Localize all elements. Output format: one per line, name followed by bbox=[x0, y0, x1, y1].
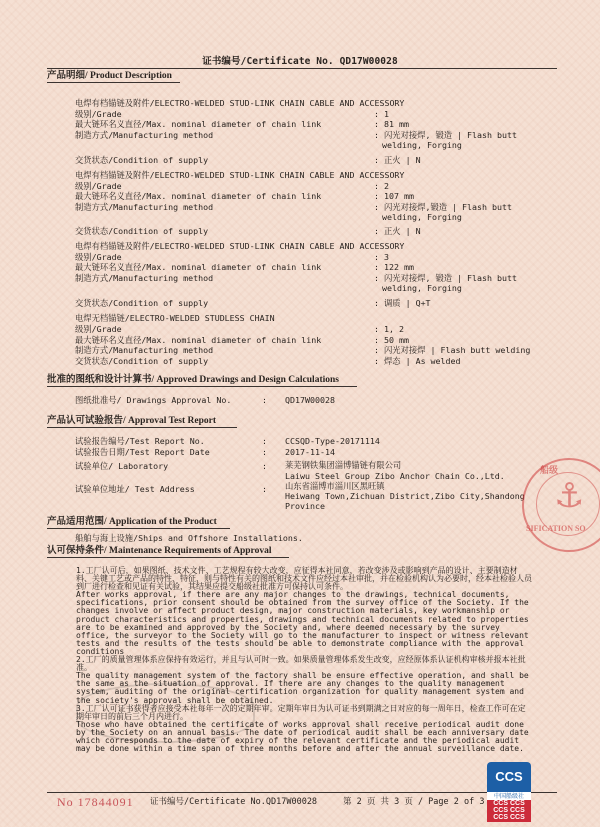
seal-text-bottom: SIFICATION SO bbox=[526, 524, 586, 533]
drawings-approval-colon: : bbox=[262, 395, 267, 405]
method-label: 制造方式/Manufacturing method bbox=[75, 202, 214, 212]
product-title: 电焊有档锚链及附件/ELECTRO-WELDED STUD-LINK CHAIN CABLE AND ACCESSORY bbox=[75, 241, 405, 251]
maintenance-p2-cn: 2.工厂的质量管理体系应保持有效运行，并且与认可时一致。如果质量管理体系发生改变，应经原体系认证机构审核并报本社批准。 bbox=[76, 655, 526, 673]
seal-text-top: 船级 bbox=[540, 465, 559, 475]
grade-value: : 1, 2 bbox=[374, 324, 404, 334]
test-report-date: 2017-11-14 bbox=[285, 447, 335, 457]
product-title: 电焊无档锚链/ELECTRO-WELDED STUDLESS CHAIN bbox=[75, 313, 275, 323]
maintenance-p1-en: After works approval, if there are any major changes to the drawings, technical documents, specifications, prior consent should be obtained from the survey office of the Society. If the changes involve or affect product design, major construction materials, key workmanship or product characteristics and properties, drawings and technical documents related to properties are to be examined and approved by the Society and, where deemed necessary by the survey office, the surveyor to the Society will go to the manufacturer to inspect or witness relevant tests and the results of the tests should be able to demonstrate compliance with the approval conditions bbox=[76, 590, 529, 656]
faint-stamp bbox=[76, 683, 255, 743]
certificate-number: 证书编号/Certificate No. QD17W00028 bbox=[202, 56, 398, 67]
footer-certificate-no: 证书编号/Certificate No.QD17W00028 bbox=[150, 797, 318, 807]
grade-label: 级别/Grade bbox=[75, 181, 122, 191]
supply-label: 交货状态/Condition of supply bbox=[75, 155, 209, 165]
serial-number: No 17844091 bbox=[57, 795, 134, 809]
supply-label: 交货状态/Condition of supply bbox=[75, 298, 209, 308]
maintenance-p2-en: The quality management system of the factory shall be ensure effective operation, and shall be the same as the situation of approval. If there are any changes to the quality management system, auditing of the original certification organization for quality management system and the society's approval shall be obtained. bbox=[76, 671, 529, 705]
test-report-date-label: 试验报告日期/Test Report Date bbox=[75, 447, 210, 457]
method-label: 制造方式/Manufacturing method bbox=[75, 345, 214, 355]
diameter-label: 最大链环名义直径/Max. nominal diameter of chain link bbox=[75, 119, 322, 129]
test-address-cn: 山东省淄博市淄川区黑旺镇 bbox=[285, 481, 385, 491]
footer-divider bbox=[47, 792, 557, 793]
approved-drawings-heading: 批准的图纸和设计计算书/ Approved Drawings and Design Calculations bbox=[47, 375, 339, 385]
maintenance-p3-cn: 3.工厂认可证书获得者应接受本社每年一次的定期年审。定期年审日为认可证书到期满之日对应的每一周年日，检查工作可在定期年审日的前后三个月内进行。 bbox=[76, 703, 526, 721]
grade-label: 级别/Grade bbox=[75, 252, 122, 262]
grade-value: : 2 bbox=[374, 181, 389, 191]
anchor-icon: ⚓ bbox=[554, 476, 585, 516]
method-value: : 闪光对接焊,锻造 | Flash butt bbox=[374, 202, 513, 212]
test-address-en-cont: Province bbox=[285, 501, 325, 511]
grade-value: : 3 bbox=[374, 252, 389, 262]
maintenance-underline bbox=[47, 557, 289, 558]
drawings-approval-label: 图纸批准号/ Drawings Approval No. bbox=[75, 395, 232, 405]
test-address-label: 试验单位地址/ Test Address bbox=[75, 484, 195, 494]
product-description-heading: 产品明细/ Product Description bbox=[47, 71, 172, 81]
ccs-security-strip: CCS CCS CCS CCS CCS CCS bbox=[487, 800, 531, 822]
method-value: : 闪光对接焊, 锻造 | Flash butt bbox=[374, 130, 517, 140]
supply-label: 交货状态/Condition of supply bbox=[75, 356, 209, 366]
diameter-value: : 122 mm bbox=[374, 262, 414, 272]
society-seal bbox=[522, 458, 600, 552]
laboratory-en: Laiwu Steel Group Zibo Anchor Chain Co.,Ltd. bbox=[285, 471, 505, 481]
maintenance-heading: 认可保持条件/ Maintenance Requirements of Approval bbox=[47, 546, 272, 556]
diameter-value: : 50 mm bbox=[374, 335, 409, 345]
colon: : bbox=[262, 447, 267, 457]
approved-drawings-underline bbox=[47, 386, 357, 387]
diameter-label: 最大链环名义直径/Max. nominal diameter of chain link bbox=[75, 262, 322, 272]
supply-value: : 焊态 | As welded bbox=[374, 356, 461, 366]
drawings-approval-no: QD17W00028 bbox=[285, 395, 335, 405]
maintenance-p1-cn: 1.工厂认可后，如果图纸、技术文件、工艺规程有较大改变，应征得本社同意，若改变涉及或影响到产品的设计、主要制造材料、关键工艺或产品的特性、特征，则与特性有关的图纸和技术文件应经过本社审批，并在检验机构认为必要时，经本社检验人员到厂进行检查和见证有关试验，其结果应提交船级社批准方可保持认可条件。 bbox=[76, 566, 532, 592]
supply-value: : 正火 | N bbox=[374, 226, 421, 236]
application-heading: 产品适用范围/ Application of the Product bbox=[47, 517, 217, 527]
colon: : bbox=[262, 436, 267, 446]
product-description-underline bbox=[47, 82, 180, 83]
product-title: 电焊有档锚链及附件/ELECTRO-WELDED STUD-LINK CHAIN CABLE AND ACCESSORY bbox=[75, 98, 405, 108]
method-label: 制造方式/Manufacturing method bbox=[75, 273, 214, 283]
colon: : bbox=[262, 461, 267, 471]
maintenance-p3-en: Those who have obtained the certificate of works approval shall receive periodical audit done by the Society on an annual basis. The date of periodical audit shall be each anniversary date which corresponds to the date of expiry of the relevant certificate and the periodical audit may be done within a time span of three months before and after the annual surveillance date. bbox=[76, 719, 529, 754]
diameter-value: : 81 mm bbox=[374, 119, 409, 129]
colon: : bbox=[262, 484, 267, 494]
supply-value: : 正火 | N bbox=[374, 155, 421, 165]
grade-value: : 1 bbox=[374, 109, 389, 119]
supply-label: 交货状态/Condition of supply bbox=[75, 226, 209, 236]
method-value: : 闪光对接焊 | Flash butt welding bbox=[374, 345, 531, 355]
supply-value: : 调质 | Q+T bbox=[374, 298, 431, 308]
test-report-no-label: 试验报告编号/Test Report No. bbox=[75, 436, 205, 446]
laboratory-label: 试验单位/ Laboratory bbox=[75, 461, 169, 471]
product-title: 电焊有档锚链及附件/ELECTRO-WELDED STUD-LINK CHAIN CABLE AND ACCESSORY bbox=[75, 170, 405, 180]
diameter-value: : 107 mm bbox=[374, 191, 414, 201]
grade-label: 级别/Grade bbox=[75, 324, 122, 334]
diameter-label: 最大链环名义直径/Max. nominal diameter of chain link bbox=[75, 335, 322, 345]
method-label: 制造方式/Manufacturing method bbox=[75, 130, 214, 140]
application-text: 船舶与海上设施/Ships and Offshore Installations. bbox=[75, 533, 303, 543]
test-address-en: Heiwang Town,Zichuan District,Zibo City,Shandong bbox=[285, 491, 525, 501]
laboratory-cn: 莱芜钢铁集团淄博锚链有限公司 bbox=[285, 460, 402, 470]
grade-label: 级别/Grade bbox=[75, 109, 122, 119]
method-value-cont: welding, Forging bbox=[382, 140, 462, 150]
approval-test-report-underline bbox=[47, 427, 237, 428]
method-value-cont: welding, Forging bbox=[382, 212, 462, 222]
application-underline bbox=[47, 528, 230, 529]
header-divider bbox=[47, 68, 557, 69]
diameter-label: 最大链环名义直径/Max. nominal diameter of chain link bbox=[75, 191, 322, 201]
ccs-logo-text: CCS bbox=[487, 762, 531, 792]
method-value: : 闪光对接焊, 锻造 | Flash butt bbox=[374, 273, 517, 283]
test-report-no: CCSQD-Type-20171114 bbox=[285, 436, 380, 446]
method-value-cont: welding, Forging bbox=[382, 283, 462, 293]
ccs-logo-sub: 中国船级社 bbox=[487, 792, 531, 801]
page-indicator: 第 2 页 共 3 页 / Page 2 of 3 bbox=[343, 797, 485, 807]
approval-test-report-heading: 产品认可试验报告/ Approval Test Report bbox=[47, 416, 216, 426]
